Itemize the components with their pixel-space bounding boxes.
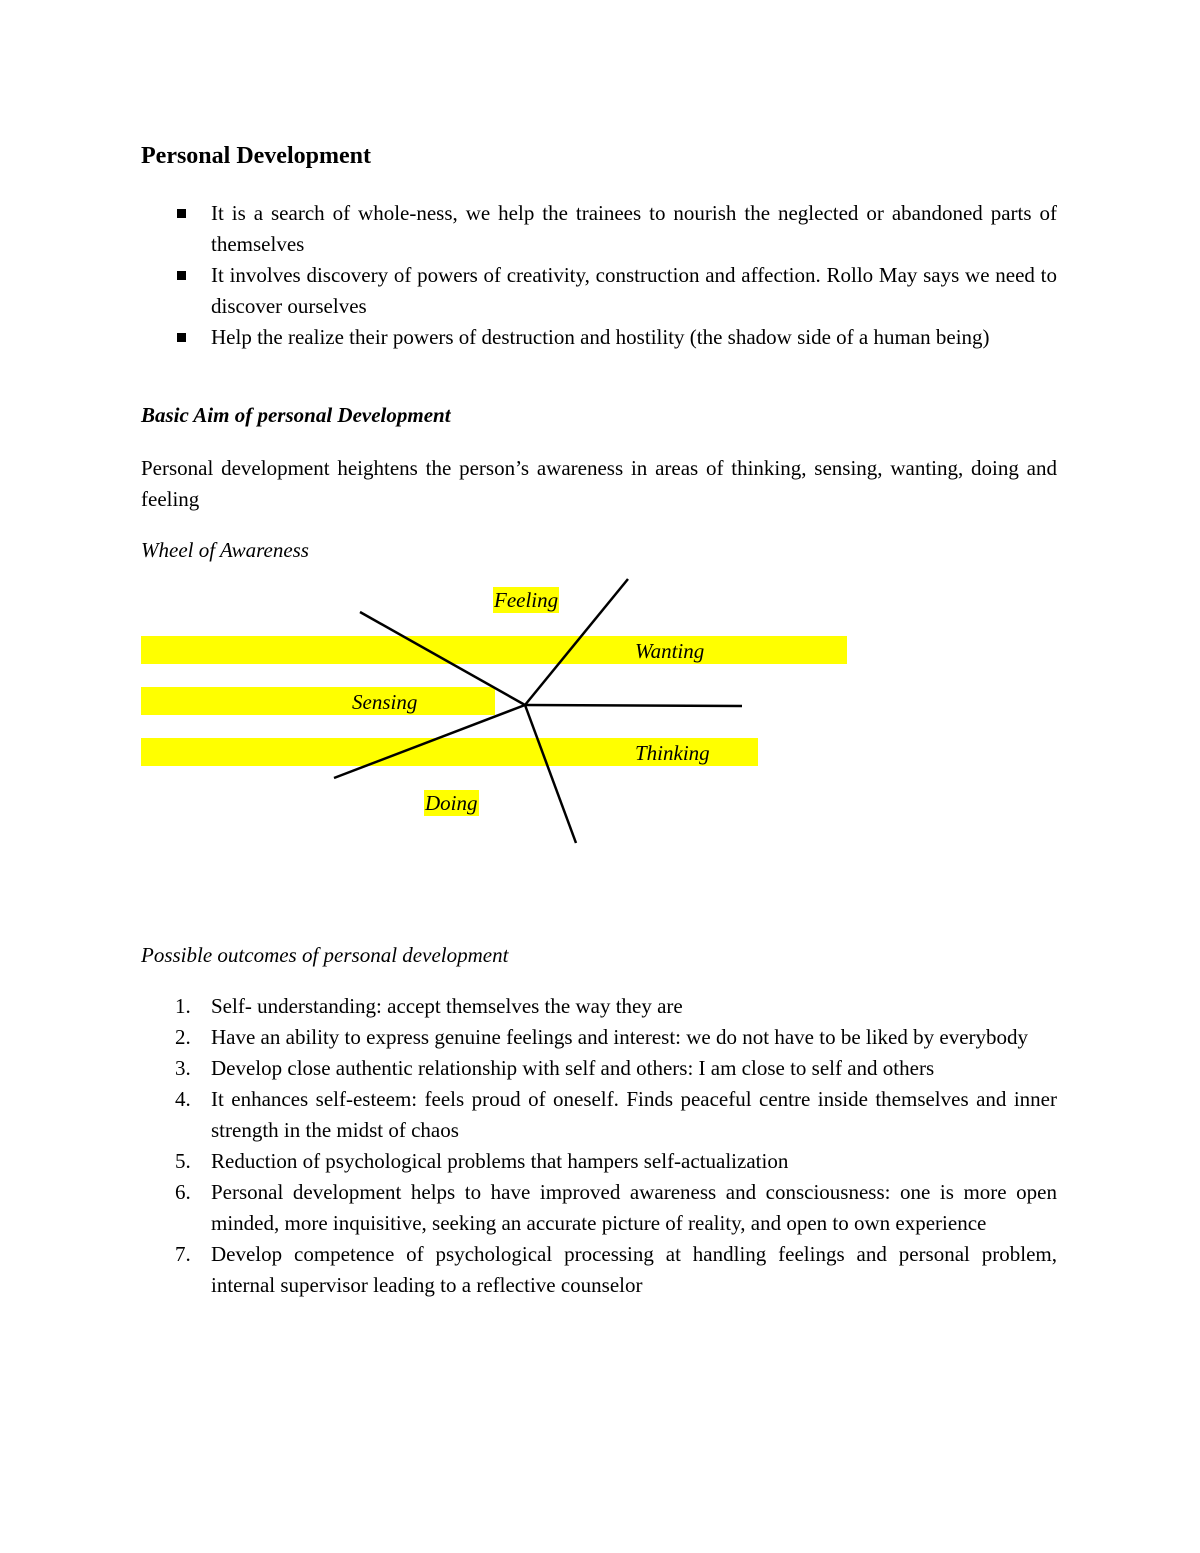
list-item bbox=[141, 1239, 1057, 1301]
item-text: Have an ability to express genuine feelings and interest: we do not have to be liked by everybody bbox=[211, 1025, 1029, 1049]
item-text: Reduction of psychological problems that hampers self-actualization bbox=[211, 1149, 789, 1173]
item-number: 3. bbox=[175, 1056, 191, 1080]
list-item bbox=[141, 198, 1057, 260]
list-item bbox=[141, 1146, 1057, 1177]
wheel-label-wanting: Wanting bbox=[635, 639, 705, 663]
wheel-label-thinking: Thinking bbox=[635, 741, 710, 765]
wheel-label-feeling: Feeling bbox=[494, 588, 559, 612]
item-number: 2. bbox=[175, 1025, 191, 1049]
square-bullet-icon bbox=[177, 271, 186, 280]
intro-bullet-list bbox=[141, 198, 1057, 353]
item-text: Develop close authentic relationship with self and others: I am close to self and others bbox=[211, 1056, 935, 1080]
page-title: Personal Development bbox=[141, 143, 371, 169]
item-number: 1. bbox=[175, 994, 191, 1018]
list-item bbox=[141, 991, 1057, 1022]
wheel-lines bbox=[0, 570, 1200, 860]
spoke-lower bbox=[525, 705, 576, 843]
wheel-heading: Wheel of Awareness bbox=[141, 538, 309, 562]
item-text: Self- understanding: accept themselves the way they are bbox=[211, 994, 683, 1018]
wheel-label-sensing: Sensing bbox=[352, 690, 418, 714]
wheel-label-doing: Doing bbox=[425, 791, 478, 815]
outcomes-heading: Possible outcomes of personal development bbox=[141, 943, 509, 967]
item-text: It enhances self-esteem: feels proud of oneself. Finds peaceful centre inside themselves and inner strength in the midst of chaos bbox=[211, 1087, 1057, 1142]
wheel-of-awareness-diagram bbox=[0, 570, 1200, 860]
item-number: 6. bbox=[175, 1180, 191, 1204]
item-number: 4. bbox=[175, 1087, 191, 1111]
square-bullet-icon bbox=[177, 209, 186, 218]
basic-aim-paragraph: Personal development heightens the person’s awareness in areas of thinking, sensing, wanting, doing and feeling bbox=[141, 456, 1057, 511]
list-item bbox=[141, 1177, 1057, 1239]
item-number: 7. bbox=[175, 1242, 191, 1266]
list-item bbox=[141, 1022, 1057, 1053]
basic-aim-heading: Basic Aim of personal Development bbox=[141, 403, 451, 427]
spoke-lower-left bbox=[334, 705, 525, 778]
outcomes-list bbox=[141, 991, 1057, 1301]
item-text: Develop competence of psychological processing at handling feelings and personal problem, internal supervisor leading to a reflective counselor bbox=[211, 1242, 1057, 1297]
list-item bbox=[141, 322, 1057, 353]
square-bullet-icon bbox=[177, 333, 186, 342]
list-item bbox=[141, 1084, 1057, 1146]
list-item bbox=[141, 1053, 1057, 1084]
bullet-text: Help the realize their powers of destruction and hostility (the shadow side of a human being) bbox=[211, 325, 990, 349]
item-text: Personal development helps to have improved awareness and consciousness: one is more open minded, more inquisitive, seeking an accurate picture of reality, and open to own experience bbox=[211, 1180, 1057, 1235]
bullet-text: It is a search of whole-ness, we help the trainees to nourish the neglected or abandoned parts of themselves bbox=[211, 201, 1057, 256]
spoke-right bbox=[525, 705, 742, 706]
item-number: 5. bbox=[175, 1149, 191, 1173]
list-item bbox=[141, 260, 1057, 322]
bullet-text: It involves discovery of powers of creativity, construction and affection. Rollo May says we need to discover ourselves bbox=[211, 263, 1057, 318]
